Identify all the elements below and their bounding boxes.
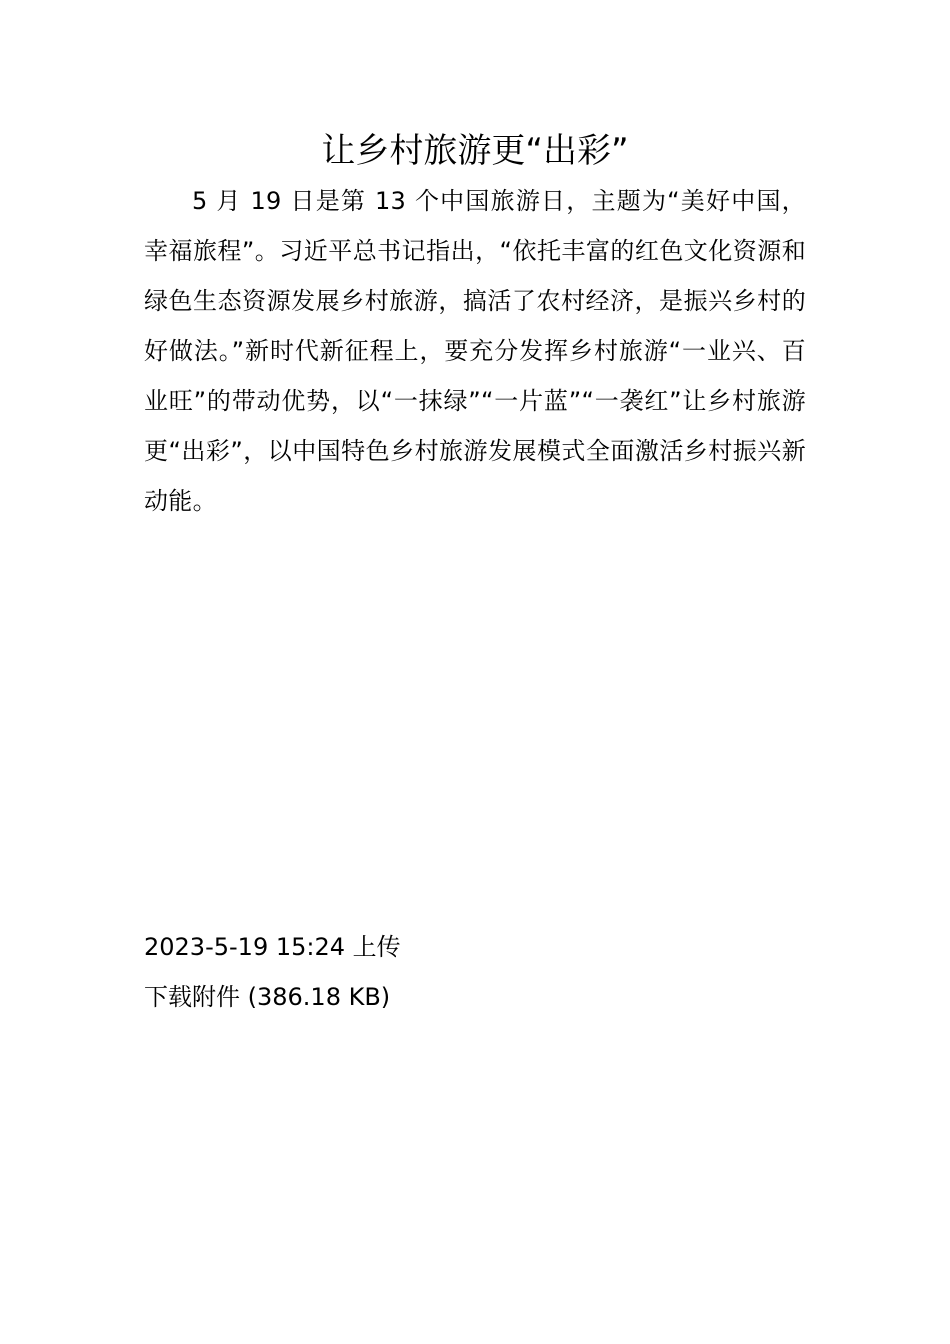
article-body: 5 月 19 日是第 13 个中国旅游日，主题为“美好中国，幸福旅程”。习近平总书记指出，“依托丰富的红色文化资源和绿色生态资源发展乡村旅游，搞活了农村经济，是振兴乡村的好做法。”新时代新征程上，要充分发挥乡村旅游“一业兴、百业旺”的带动优势，以“一抹绿”“一片蓝”“一袭红”让乡村旅游更“出彩”，以中国特色乡村旅游发展模式全面激活乡村振兴新动能。 — [144, 187, 806, 515]
upload-timestamp: 2023-5-19 15:24 上传 — [144, 933, 401, 961]
article-title: 让乡村旅游更“出彩” — [321, 131, 629, 171]
download-attachment-link[interactable]: 下载附件 (386.18 KB) — [144, 983, 391, 1011]
